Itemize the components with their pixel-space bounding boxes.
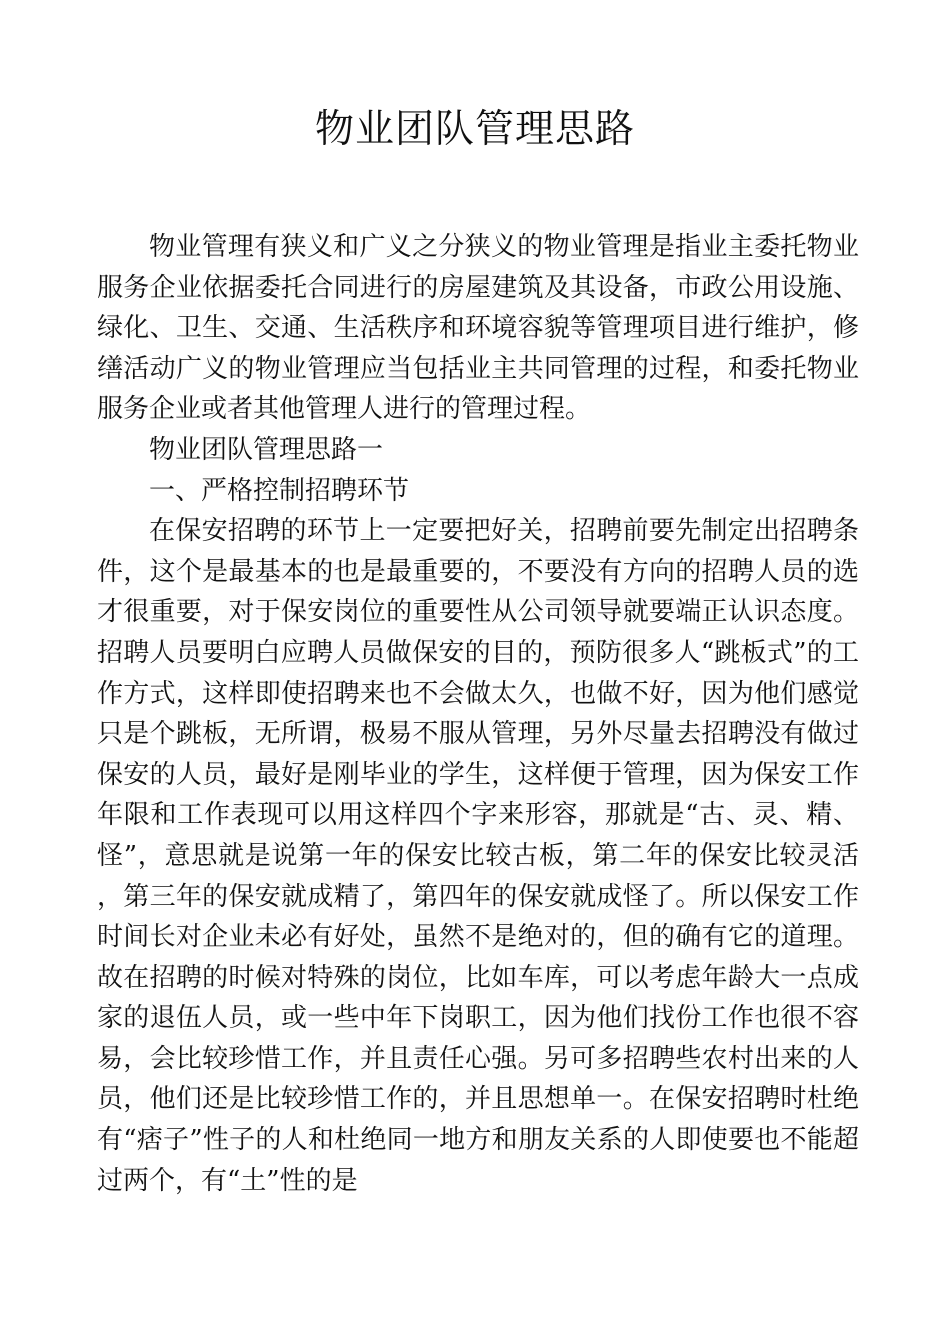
paragraph-section-heading: 物业团队管理思路一 (149, 434, 384, 465)
paragraph-subheading: 一、严格控制招聘环节 (149, 475, 410, 506)
paragraph-recruitment: 在保安招聘的环节上一定要把好关，招聘前要先制定出招聘条件，这个是最基本的也是最重要的，不要没有方向的招聘人员的选才很重要，对于保安岗位的重要性从公司领导就要端正认识态度。招聘人员要明白应聘人员做保安的目的，预防很多人“跳板式”的工作方式，这样即使招聘来也不会做太久，也做不好，因为他们感觉只是个跳板，无所谓，极易不服从管理，另外尽量去招聘没有做过保安的人员，最好是刚毕业的学生，这样便于管理，因为保安工作年限和工作表现可以用这样四个字来形容，那就是“古、灵、精、怪”，意思就是说第一年的保安比较古板，第二年的保安比较灵活，第三年的保安就成精了，第四年的保安就成怪了。所以保安工作时间长对企业未必有好处，虽然不是绝对的，但的确有它的道理。故在招聘的时候对特殊的岗位，比如车库，可以考虑年龄大一点成家的退伍人员，或一些中年下岗职工，因为他们找份工作也很不容易，会比较珍惜工作，并且责任心强。另可多招聘些农村出来的人员，他们还是比较珍惜工作的，并且思想单一。在保安招聘时杜绝有“痞子”性子的人和杜绝同一地方和朋友关系的人即使要也不能超过两个，有“土”性的是 (97, 516, 859, 1196)
document-body (97, 227, 859, 1201)
paragraph-intro: 物业管理有狭义和广义之分狭义的物业管理是指业主委托物业服务企业依据委托合同进行的房屋建筑及其设备，市政公用设施、绿化、卫生、交通、生活秩序和环境容貌等管理项目进行维护，修缮活动广义的物业管理应当包括业主共同管理的过程，和委托物业服务企业或者其他管理人进行的管理过程。 (97, 232, 859, 425)
document-title: 物业团队管理思路 (314, 107, 635, 152)
